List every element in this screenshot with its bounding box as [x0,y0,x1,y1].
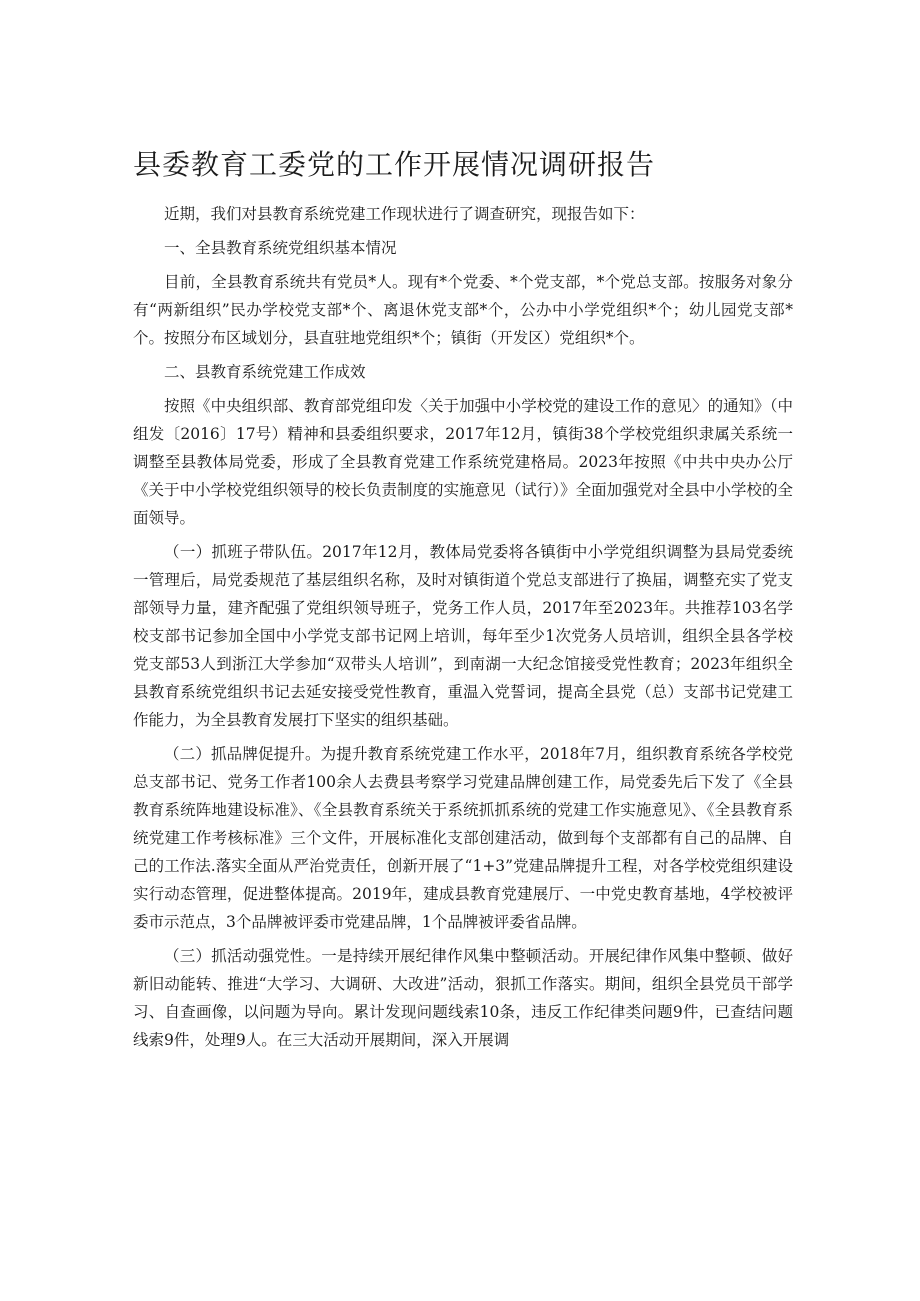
section-heading-1: 一、全县教育系统党组织基本情况 [164,239,397,257]
section2-item-2: （二）抓品牌促提升。为提升教育系统党建工作水平，2018年7月，组织教育系统各学校党总支部书记、党务工作者100余人去费县考察学习党建品牌创建工作，局党委先后下发了《全县教育系统阵地建设标准》、《全县教育系统关于系统抓抓系统的党建工作实施意见》、《全县教育系统党建工作考核标准》三个文件，开展标准化支部创建活动，做到每个支部都有自己的品牌、自己的工作法.落实全面从严治党责任，创新开展了“1+3”党建品牌提升工程，对各学校党组织建设实行动态管理，促进整体提高。2019年，建成县教育党建展厅、一中党史教育基地，4学校被评委市示范点，3个品牌被评委市党建品牌，1个品牌被评委省品牌。 [133,745,793,931]
page-title: 县委教育工委党的工作开展情况调研报告 [133,148,656,181]
section2-item-1: （一）抓班子带队伍。2017年12月，教体局党委将各镇街中小学党组织调整为县局党委统一管理后，局党委规范了基层组织名称，及时对镇街道个党总支部进行了换届，调整充实了党支部领导力量，建齐配强了党组织领导班子，党务工作人员，2017年至2023年。共推荐103名学校支部书记参加全国中小学党支部书记网上培训，每年至少1次党务人员培训，组织全县各学校党支部53人到浙江大学参加“双带头人培训”，到南湖一大纪念馆接受党性教育；2023年组织全县教育系统党组织书记去延安接受党性教育，重温入党誓词，提高全县党（总）支部书记党建工作能力，为全县教育发展打下坚实的组织基础。 [133,543,793,729]
section2-paragraph: 按照《中央组织部、教育部党组印发〈关于加强中小学校党的建设工作的意见〉的通知》（中组发〔2016〕17号）精神和县委组织要求，2017年12月，镇街38个学校党组织隶属关系统一调整至县教体局党委，形成了全县教育党建工作系统党建格局。2023年按照《中共中央办公厅《关于中小学校党组织领导的校长负责制度的实施意见（试行）》全面加强党对全县中小学校的全面领导。 [133,397,793,527]
section1-paragraph: 目前，全县教育系统共有党员*人。现有*个党委、*个党支部，*个党总支部。按服务对象分有“两新组织”民办学校党支部*个、离退休党支部*个，公办中小学党组织*个；幼儿园党支部*个。按照分布区域划分，县直驻地党组织*个；镇街（开发区）党组织*个。 [133,273,793,347]
intro-paragraph: 近期，我们对县教育系统党建工作现状进行了调查研究，现报告如下： [164,205,645,223]
section-heading-2: 二、县教育系统党建工作成效 [164,363,366,381]
document-body [133,200,793,1054]
section2-item-3: （三）抓活动强党性。一是持续开展纪律作风集中整顿活动。开展纪律作风集中整顿、做好新旧动能转、推进“大学习、大调研、大改进”活动，狠抓工作落实。期间，组织全县党员干部学习、自查画像，以问题为导向。累计发现问题线索10条，违反工作纪律类问题9件，已查结问题线索9件，处理9人。在三大活动开展期间，深入开展调 [133,947,793,1049]
